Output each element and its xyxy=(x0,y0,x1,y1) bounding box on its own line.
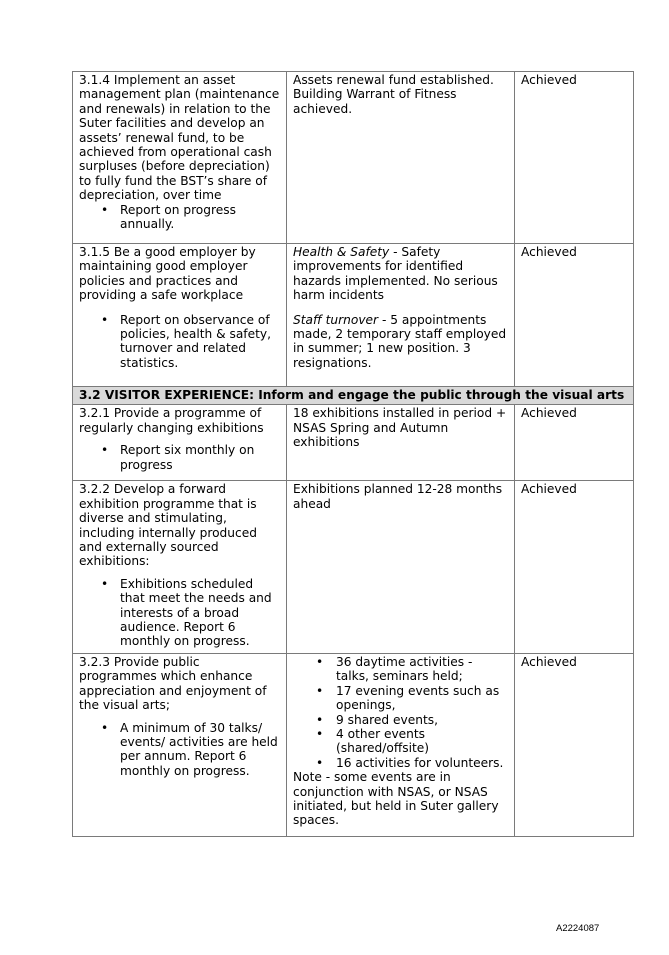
result-cell xyxy=(287,481,515,653)
status-cell xyxy=(515,481,634,653)
objective-cell xyxy=(73,405,287,481)
status-cell xyxy=(515,653,634,836)
result-cell xyxy=(287,72,515,244)
measure-item: • Report on progress annually. xyxy=(120,203,280,232)
result-list-item: • 17 evening events such as openings, xyxy=(336,684,508,713)
result-paragraph xyxy=(293,313,508,371)
result-cell xyxy=(287,244,515,387)
status-cell xyxy=(515,405,634,481)
measure-item: • A minimum of 30 talks/ events/ activities are held per annum. Report 6 monthly on progress. xyxy=(120,721,280,779)
measure-item: • Exhibitions scheduled that meet the needs and interests of a broad audience. Report 6 monthly on progress. xyxy=(120,577,280,649)
status-text: Achieved xyxy=(521,245,577,259)
result-text: 18 exhibitions installed in period + NSAS Spring and Autumn exhibitions xyxy=(293,406,507,450)
section-heading-row xyxy=(73,387,634,405)
table-row xyxy=(73,481,634,653)
result-list-item: • 9 shared events, xyxy=(336,713,508,727)
measure-list xyxy=(79,721,280,779)
section-heading: 3.2 VISITOR EXPERIENCE: Inform and engage the public through the visual arts xyxy=(73,387,634,405)
objective-cell xyxy=(73,72,287,244)
result-paragraph xyxy=(293,245,508,303)
result-text: - 5 appointments made, 2 temporary staff employed in summer; 1 new position. 3 resignations. xyxy=(293,312,507,370)
objective-text: 3.2.2 Develop a forward exhibition programme that is diverse and stimulating, including internally produced and externally sourced exhibitions: xyxy=(79,482,257,569)
table-row xyxy=(73,405,634,481)
performance-table xyxy=(72,71,634,837)
document-reference-code: A2224087 xyxy=(556,923,600,934)
result-label: Health & Safety xyxy=(293,245,390,259)
result-note: Note - some events are in conjunction with NSAS, or NSAS initiated, but held in Suter gallery spaces. xyxy=(293,770,499,828)
result-text: Assets renewal fund established. Building Warrant of Fitness achieved. xyxy=(293,73,494,116)
objective-text: 3.2.1 Provide a programme of regularly changing exhibitions xyxy=(79,406,264,435)
status-text: Achieved xyxy=(521,406,577,421)
measure-list xyxy=(79,313,280,371)
status-cell xyxy=(515,72,634,244)
objective-text: 3.2.3 Provide public programmes which enhance appreciation and enjoyment of the visual arts; xyxy=(79,654,267,713)
measure-list xyxy=(79,203,280,232)
measure-item: • Report six monthly on progress xyxy=(120,443,280,472)
result-list-item: • 36 daytime activities - talks, seminars held; xyxy=(336,655,508,684)
status-cell xyxy=(515,244,634,387)
status-text: Achieved xyxy=(521,482,577,497)
result-text: Exhibitions planned 12-28 months ahead xyxy=(293,482,503,511)
objective-cell xyxy=(73,244,287,387)
result-cell xyxy=(287,653,515,836)
status-text: Achieved xyxy=(521,654,577,669)
result-label: Staff turnover xyxy=(293,312,379,327)
result-cell xyxy=(287,405,515,481)
objective-text: 3.1.4 Implement an asset management plan (maintenance and renewals) in relation to the Suter facilities and develop an assets’ renewal fund, to be achieved from operational cash surpluses (before depreciation) to fully fund the BST’s share of depreciation, over time xyxy=(79,73,280,203)
result-list xyxy=(293,655,508,770)
table-row xyxy=(73,244,634,387)
measure-list xyxy=(79,443,280,472)
result-text: - Safety improvements for identified hazards implemented. No serious harm incidents xyxy=(293,245,498,303)
result-list-item: • 16 activities for volunteers. xyxy=(336,756,508,770)
measure-item: • Report on observance of policies, health & safety, turnover and related statistics. xyxy=(120,313,280,371)
objective-cell xyxy=(73,481,287,653)
table-row xyxy=(73,653,634,836)
objective-text: 3.1.5 Be a good employer by maintaining good employer policies and practices and providing a safe workplace xyxy=(79,245,256,303)
status-text: Achieved xyxy=(521,73,577,87)
objective-cell xyxy=(73,653,287,836)
table-row xyxy=(73,72,634,244)
result-list-item: • 4 other events (shared/offsite) xyxy=(336,727,508,756)
measure-list xyxy=(79,577,280,649)
